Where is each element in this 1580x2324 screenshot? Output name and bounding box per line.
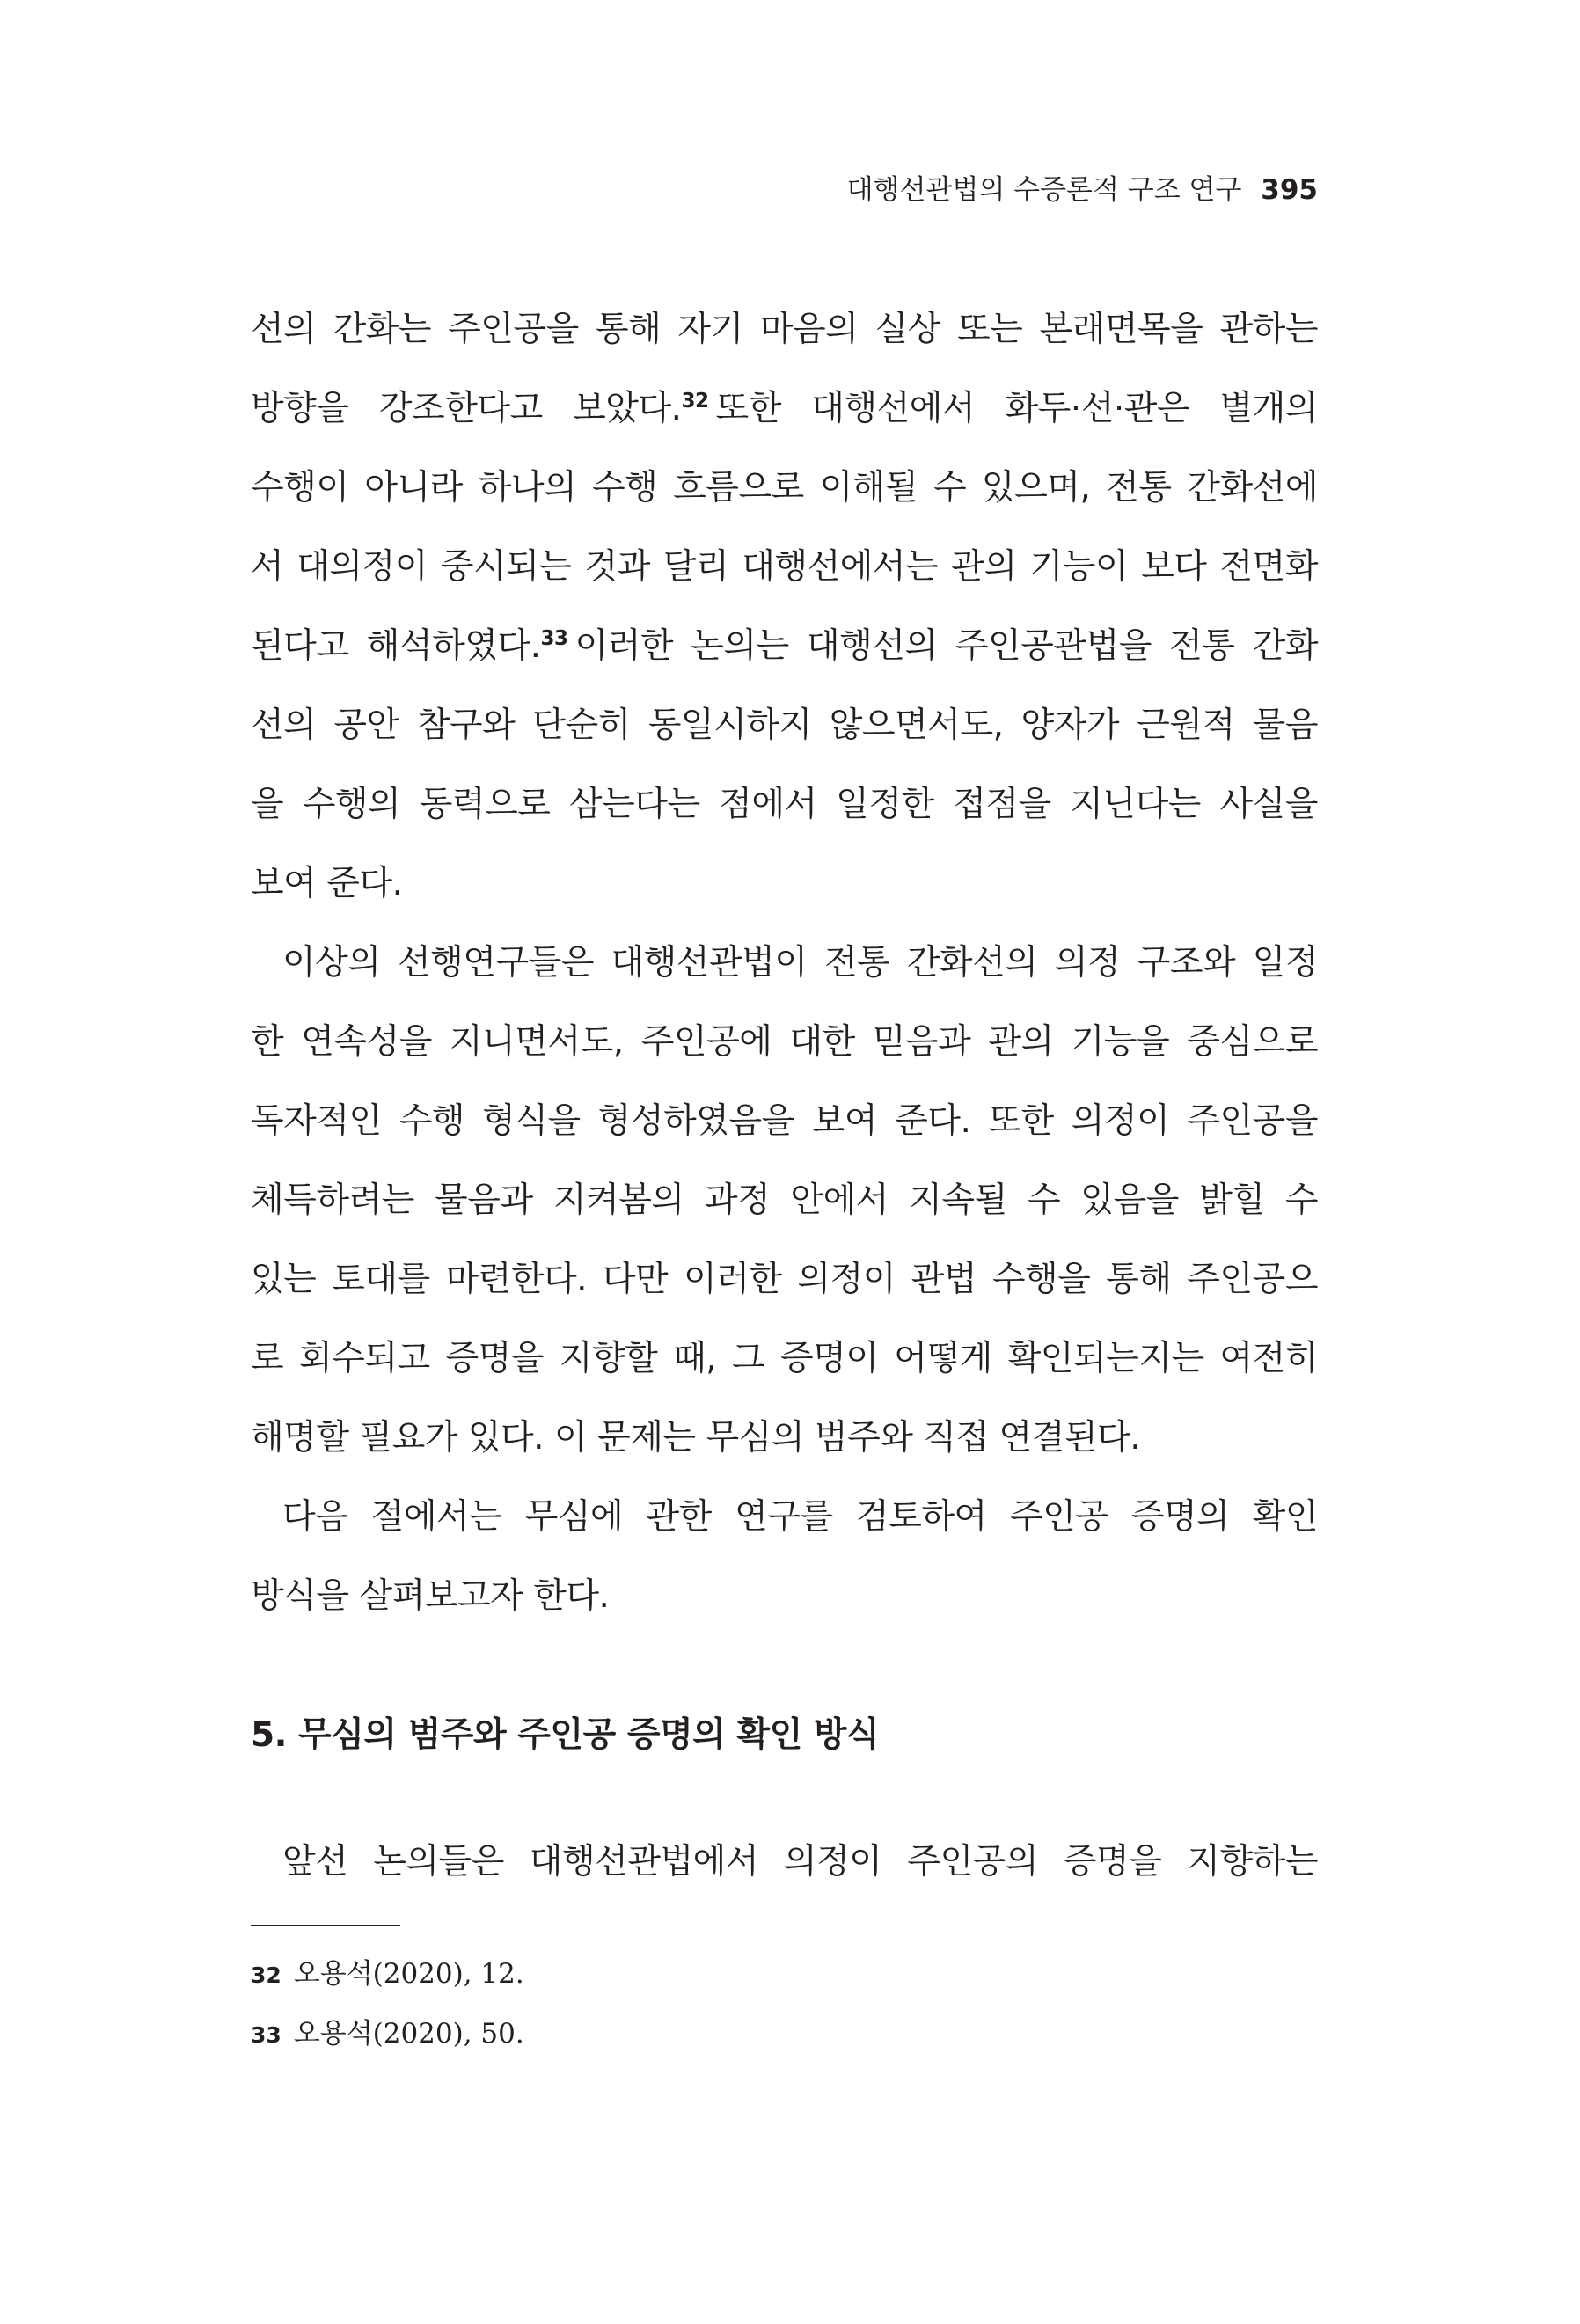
text-line: 독자적인 수행 형식을 형성하였음을 보여 준다. 또한 의정이 주인공을 [251, 1101, 1318, 1141]
text-line: 서 대의정이 중시되는 것과 달리 대행선에서는 관의 기능이 보다 전면화 [251, 547, 1318, 587]
text-line: 선의 공안 참구와 단순히 동일시하지 않으면서도, 양자가 근원적 물음 [251, 705, 1318, 745]
text-line: 수행이 아니라 하나의 수행 흐름으로 이해될 수 있으며, 전통 간화선에 [251, 468, 1318, 508]
text-line: 체득하려는 물음과 지켜봄의 과정 안에서 지속될 수 있음을 밝힐 수 [251, 1180, 1318, 1220]
text-line: 보여 준다. [251, 864, 403, 903]
footnote-divider [251, 1925, 400, 1926]
text-segment: 방향을 강조한다고 보았다. [251, 389, 682, 428]
text-line: 다음 절에서는 무심에 관한 연구를 검토하여 주인공 증명의 확인 [282, 1497, 1318, 1537]
page-number: 395 [1261, 174, 1318, 206]
text-line: 있는 토대를 마련한다. 다만 이러한 의정이 관법 수행을 통해 주인공으 [251, 1260, 1318, 1299]
text-line: 해명할 필요가 있다. 이 문제는 무심의 범주와 직접 연결된다. [251, 1418, 1141, 1458]
footnote-text: 오용석(2020), 50. [293, 2018, 524, 2050]
text-line: 한 연속성을 지니면서도, 주인공에 대한 믿음과 관의 기능을 중심으로 [251, 1022, 1318, 1062]
footnote-ref-33[interactable]: 33 [540, 627, 568, 650]
footnote-ref-32[interactable]: 32 [681, 390, 709, 413]
text-line: 방식을 살펴보고자 한다. [251, 1576, 610, 1616]
text-segment: 또한 대행선에서 화두·선·관은 별개의 [715, 389, 1318, 428]
text-line: 선의 간화는 주인공을 통해 자기 마음의 실상 또는 본래면목을 관하는 [251, 310, 1318, 349]
text-line: 이상의 선행연구들은 대행선관법이 전통 간화선의 의정 구조와 일정 [282, 943, 1318, 983]
footnotes [251, 1955, 524, 2074]
footnote-33 [251, 2014, 524, 2074]
text-line: 로 회수되고 증명을 지향할 때, 그 증명이 어떻게 확인되는지는 여전히 [251, 1339, 1318, 1378]
footnote-text: 오용석(2020), 12. [293, 1958, 524, 1990]
running-title: 대행선관법의 수증론적 구조 연구 [846, 174, 1242, 206]
running-head [847, 172, 1318, 208]
section-heading: 5. 무심의 범주와 주인공 증명의 확인 방식 [251, 1715, 880, 1755]
section-body [251, 1823, 1318, 1902]
text-segment: 된다고 해석하였다. [251, 626, 541, 666]
text-line: 을 수행의 동력으로 삼는다는 점에서 일정한 접점을 지닌다는 사실을 [251, 785, 1318, 824]
text-segment: 이러한 논의는 대행선의 주인공관법을 전통 간화 [574, 626, 1319, 666]
text-line [251, 607, 1318, 686]
body-text [251, 290, 1318, 1636]
footnote-32 [251, 1955, 524, 2014]
footnote-number: 33 [251, 2022, 282, 2048]
footnote-number: 32 [251, 1962, 282, 1988]
text-line: 앞선 논의들은 대행선관법에서 의정이 주인공의 증명을 지향하는 [282, 1842, 1318, 1882]
text-line [251, 369, 1318, 449]
